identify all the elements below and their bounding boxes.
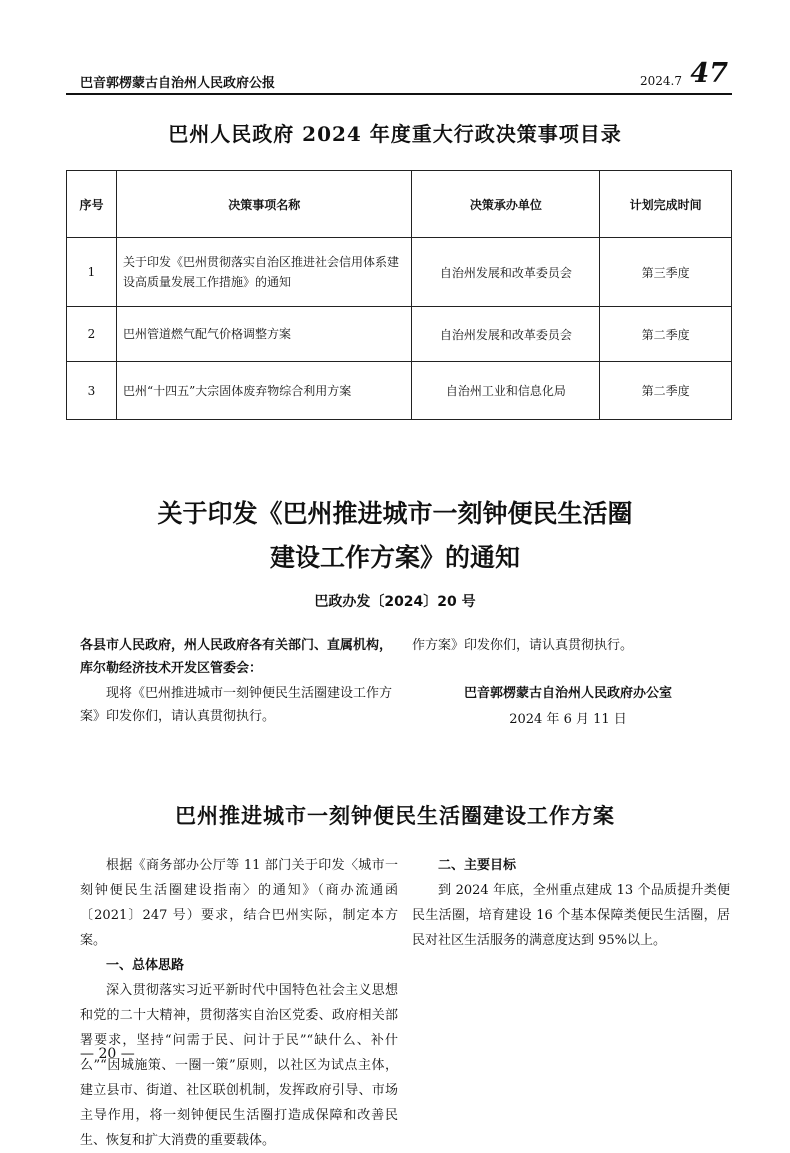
notice-title-line1: 关于印发《巴州推进城市一刻钟便民生活圈 — [157, 499, 633, 528]
decision-name: 巴州管道燃气配气价格调整方案 — [116, 307, 412, 362]
table-row — [67, 362, 732, 420]
header-page-number: 47 — [690, 58, 728, 89]
decision-table — [66, 170, 732, 420]
decision-unit: 自治州工业和信息化局 — [412, 362, 600, 420]
plan-column-right — [412, 853, 730, 953]
table-row — [67, 307, 732, 362]
plan-title: 巴州推进城市一刻钟便民生活圈建设工作方案 — [175, 803, 615, 828]
section2-heading: 二、主要目标 — [438, 858, 517, 873]
plan-column-left — [80, 853, 398, 1153]
decision-unit: 自治州发展和改革委员会 — [412, 307, 600, 362]
column-header: 决策承办单位 — [412, 171, 600, 238]
header-rule — [66, 93, 732, 95]
table-header-row — [67, 171, 732, 238]
decision-time: 第二季度 — [600, 362, 732, 420]
notice-date: 2024 年 6 月 11 日 — [509, 712, 627, 727]
decision-unit: 自治州发展和改革委员会 — [412, 238, 600, 307]
document-number: 巴政办发〔2024〕20 号 — [314, 594, 476, 610]
table-row — [67, 238, 732, 307]
notice-body-right: 作方案》印发你们，请认真贯彻执行。 — [412, 638, 634, 653]
decision-name: 关于印发《巴州贯彻落实自治区推进社会信用体系建设高质量发展工作措施》的通知 — [116, 238, 412, 307]
column-header: 序号 — [67, 171, 117, 238]
section1-text: 深入贯彻落实习近平新时代中国特色社会主义思想和党的二十大精神，贯彻落实自治区党委、政府相关部署要求，坚持“问需于民、问计于民”“缺什么、补什么”“因城施策、一圈一策”原则，以社区为试点主体，建立县市、街道、社区联创机制，发挥政府引导、市场主导作用，将一刻钟便民生活圈打造成保障和改善民生、恢复和扩大消费的重要载体。 — [80, 983, 398, 1148]
column-header: 计划完成时间 — [600, 171, 732, 238]
section1-heading: 一、总体思路 — [106, 958, 185, 973]
row-number: 3 — [67, 362, 117, 420]
footer-page-number: — 20 — — [80, 1046, 135, 1062]
decision-name: 巴州“十四五”大宗固体废弃物综合利用方案 — [116, 362, 412, 420]
plan-intro: 根据《商务部办公厅等 11 部门关于印发〈城市一刻钟便民生活圈建设指南〉的通知》（商办流通函〔2021〕247 号）要求，结合巴州实际，制定本方案。 — [80, 858, 398, 948]
notice-body-left: 现将《巴州推进城市一刻钟便民生活圈建设工作方案》印发你们，请认真贯彻执行。 — [80, 686, 393, 724]
row-number: 1 — [67, 238, 117, 307]
row-number: 2 — [67, 307, 117, 362]
section2-text: 到 2024 年底，全州重点建成 13 个品质提升类便民生活圈，培育建设 16 个基本保障类便民生活圈，居民对社区生活服务的满意度达到 95%以上。 — [412, 883, 730, 948]
notice-title — [0, 492, 790, 580]
decision-time: 第三季度 — [600, 238, 732, 307]
publication-name: 巴音郭楞蒙古自治州人民政府公报 — [80, 76, 276, 91]
decision-time: 第二季度 — [600, 307, 732, 362]
column-header: 决策事项名称 — [116, 171, 412, 238]
table-title: 巴州人民政府 2024 年度重大行政决策事项目录 — [168, 122, 622, 146]
notice-addressee: 各县市人民政府，州人民政府各有关部门、直属机构，库尔勒经济技术开发区管委会： — [80, 638, 393, 676]
notice-issuer: 巴音郭楞蒙古自治州人民政府办公室 — [463, 686, 672, 701]
notice-title-line2: 建设工作方案》的通知 — [269, 543, 520, 572]
issue-date-header: 2024.7 — [640, 74, 682, 88]
